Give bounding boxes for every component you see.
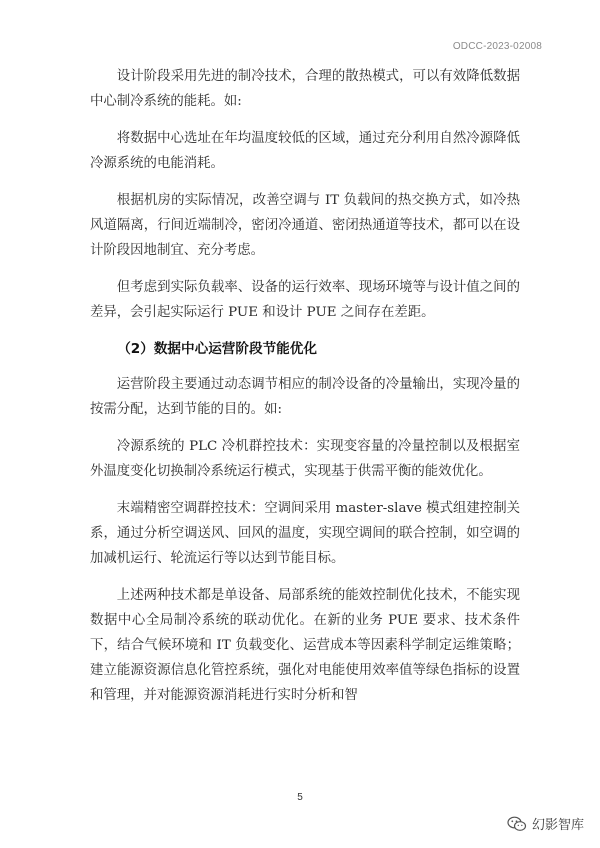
paragraph-site-selection: 将数据中心选址在年均温度较低的区域，通过充分利用自然冷源降低冷源系统的电能消耗。 xyxy=(90,131,520,171)
wechat-icon xyxy=(507,816,527,832)
page-number: 5 xyxy=(297,792,303,803)
watermark-text: 幻影智库 xyxy=(531,818,584,833)
paragraph-global-optimization: 上述两种技术都是单设备、局部系统的能效控制优化技术，不能实现数据中心全局制冷系统的联动优化。在新的业务 PUE 要求、技术条件下，结合气候环境和 IT 负载变化、运营成本等因素科学制定运维策略；建立能源资源信息化管控系统，强化对电能使用效率值等绿色指标的设置和管理，并对能源资源消耗进行实时分析和智 xyxy=(90,588,520,703)
paragraph-plc-control: 冷源系统的 PLC 冷机群控技术：实现变容量的冷量控制以及根据室外温度变化切换制冷系统运行模式，实现基于供需平衡的能效优化。 xyxy=(90,439,520,479)
paragraph-operation-stage: 运营阶段主要通过动态调节相应的制冷设备的冷量输出，实现冷量的按需分配，达到节能的目的。如: xyxy=(90,377,520,417)
paragraph-design-stage: 设计阶段采用先进的制冷技术，合理的散热模式，可以有效降低数据中心制冷系统的能耗。如: xyxy=(90,69,520,109)
document-body xyxy=(90,64,520,720)
paragraph-pue-gap: 但考虑到实际负载率、设备的运行效率、现场环境等与设计值之间的差异，会引起实际运行 PUE 和设计 PUE 之间存在差距。 xyxy=(90,280,520,320)
document-id: ODCC-2023-02008 xyxy=(452,41,542,52)
paragraph-heat-exchange: 根据机房的实际情况，改善空调与 IT 负载间的热交换方式，如冷热风道隔离，行间近端制冷，密闭冷通道、密闭热通道等技术，都可以在设计阶段因地制宜、充分考虑。 xyxy=(90,193,520,258)
paragraph-precision-ac: 末端精密空调群控技术：空调间采用 master-slave 模式组建控制关系，通过分析空调送风、回风的温度，实现空调间的联合控制，如空调的加减机运行、轮流运行等以达到节能目标。 xyxy=(90,501,520,566)
watermark xyxy=(507,814,584,833)
section-heading: （2）数据中心运营阶段节能优化 xyxy=(117,341,317,357)
